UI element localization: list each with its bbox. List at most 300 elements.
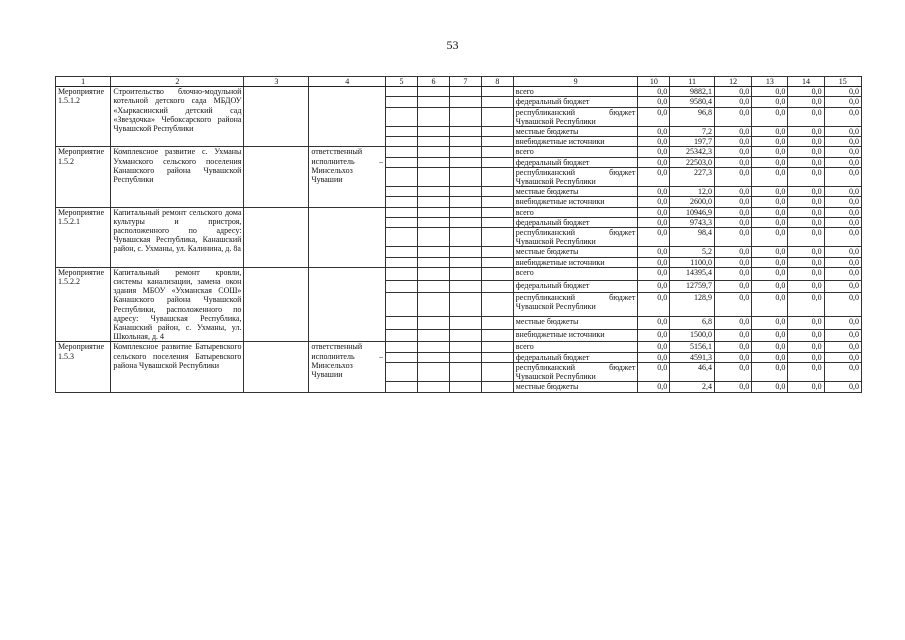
empty-cell <box>417 107 449 126</box>
amount-cell: 0,0 <box>824 127 861 137</box>
empty-cell <box>386 228 418 247</box>
amount-cell: 0,0 <box>824 329 861 342</box>
amount-cell: 0,0 <box>638 257 670 267</box>
empty-cell <box>386 293 418 317</box>
amount-cell: 0,0 <box>824 382 861 392</box>
event-executor: ответственный исполнитель – Минсельхоз Чувашии <box>309 342 386 392</box>
empty-cell <box>449 187 481 197</box>
funding-source: республиканский бюджет Чувашской Республики <box>513 293 638 317</box>
empty-cell <box>481 127 513 137</box>
funding-source: федеральный бюджет <box>513 280 638 293</box>
empty-cell <box>481 137 513 147</box>
amount-cell: 5156,1 <box>670 342 715 352</box>
amount-cell: 1500,0 <box>670 329 715 342</box>
amount-cell: 2600,0 <box>670 197 715 207</box>
amount-cell: 0,0 <box>824 247 861 257</box>
amount-cell: 0,0 <box>752 228 788 247</box>
funding-source: всего <box>513 342 638 352</box>
amount-cell: 0,0 <box>824 107 861 126</box>
empty-cell <box>386 217 418 227</box>
empty-cell <box>481 257 513 267</box>
column-number: 10 <box>638 77 670 87</box>
empty-cell <box>417 342 449 352</box>
funding-source: всего <box>513 87 638 97</box>
empty-cell <box>417 329 449 342</box>
event-name: Капитальный ремонт сельского дома культуры и пристроя, расположенного по адресу: Чувашская Республика, Канашский район, с. Ухманы, ул. Калинина, д. 8а <box>111 207 244 267</box>
empty-cell <box>449 207 481 217</box>
empty-cell <box>481 97 513 107</box>
funding-source: всего <box>513 147 638 157</box>
funding-source: федеральный бюджет <box>513 352 638 362</box>
event-col-3 <box>244 342 309 392</box>
amount-cell: 0,0 <box>638 293 670 317</box>
amount-cell: 0,0 <box>788 87 824 97</box>
column-number: 6 <box>417 77 449 87</box>
amount-cell: 0,0 <box>752 362 788 381</box>
amount-cell: 10946,9 <box>670 207 715 217</box>
amount-cell: 0,0 <box>752 329 788 342</box>
amount-cell: 0,0 <box>788 187 824 197</box>
empty-cell <box>417 207 449 217</box>
amount-cell: 0,0 <box>788 107 824 126</box>
empty-cell <box>449 167 481 186</box>
empty-cell <box>481 217 513 227</box>
amount-cell: 0,0 <box>714 342 751 352</box>
amount-cell: 0,0 <box>788 293 824 317</box>
column-number: 14 <box>788 77 824 87</box>
amount-cell: 0,0 <box>638 187 670 197</box>
empty-cell <box>386 352 418 362</box>
table-row <box>56 207 862 217</box>
amount-cell: 98,4 <box>670 228 715 247</box>
empty-cell <box>481 167 513 186</box>
amount-cell: 0,0 <box>752 207 788 217</box>
empty-cell <box>386 157 418 167</box>
funding-source: всего <box>513 267 638 280</box>
amount-cell: 46,4 <box>670 362 715 381</box>
event-executor: ответственный исполнитель – Минсельхоз Чувашии <box>309 147 386 207</box>
empty-cell <box>417 217 449 227</box>
event-id: Мероприятие 1.5.2.1 <box>56 207 111 267</box>
amount-cell: 0,0 <box>824 147 861 157</box>
empty-cell <box>449 342 481 352</box>
empty-cell <box>386 362 418 381</box>
amount-cell: 0,0 <box>788 127 824 137</box>
amount-cell: 5,2 <box>670 247 715 257</box>
amount-cell: 0,0 <box>788 207 824 217</box>
empty-cell <box>449 352 481 362</box>
funding-source: федеральный бюджет <box>513 217 638 227</box>
empty-cell <box>449 382 481 392</box>
amount-cell: 0,0 <box>714 207 751 217</box>
event-executor <box>309 207 386 267</box>
empty-cell <box>417 317 449 330</box>
amount-cell: 0,0 <box>714 257 751 267</box>
event-col-3 <box>244 267 309 342</box>
amount-cell: 0,0 <box>638 228 670 247</box>
amount-cell: 12,0 <box>670 187 715 197</box>
amount-cell: 0,0 <box>788 147 824 157</box>
amount-cell: 0,0 <box>752 147 788 157</box>
amount-cell: 0,0 <box>752 257 788 267</box>
amount-cell: 197,7 <box>670 137 715 147</box>
amount-cell: 0,0 <box>752 247 788 257</box>
event-name: Комплексное развитие Батыревского сельского поселения Батыревского района Чувашской Республики <box>111 342 244 392</box>
amount-cell: 0,0 <box>752 87 788 97</box>
empty-cell <box>449 157 481 167</box>
funding-source: республиканский бюджет Чувашской Республики <box>513 362 638 381</box>
amount-cell: 0,0 <box>638 107 670 126</box>
amount-cell: 0,0 <box>788 329 824 342</box>
empty-cell <box>417 280 449 293</box>
empty-cell <box>386 137 418 147</box>
empty-cell <box>481 280 513 293</box>
empty-cell <box>386 267 418 280</box>
empty-cell <box>386 247 418 257</box>
amount-cell: 0,0 <box>752 187 788 197</box>
amount-cell: 0,0 <box>752 317 788 330</box>
empty-cell <box>481 207 513 217</box>
empty-cell <box>386 382 418 392</box>
amount-cell: 0,0 <box>788 257 824 267</box>
column-number: 1 <box>56 77 111 87</box>
amount-cell: 0,0 <box>788 167 824 186</box>
empty-cell <box>449 329 481 342</box>
amount-cell: 0,0 <box>638 267 670 280</box>
amount-cell: 0,0 <box>714 228 751 247</box>
empty-cell <box>417 247 449 257</box>
amount-cell: 0,0 <box>714 293 751 317</box>
amount-cell: 0,0 <box>714 382 751 392</box>
amount-cell: 0,0 <box>752 137 788 147</box>
empty-cell <box>417 157 449 167</box>
amount-cell: 2,4 <box>670 382 715 392</box>
funding-source: местные бюджеты <box>513 187 638 197</box>
amount-cell: 0,0 <box>824 217 861 227</box>
budget-table <box>55 76 862 393</box>
empty-cell <box>386 342 418 352</box>
empty-cell <box>417 127 449 137</box>
column-number: 8 <box>481 77 513 87</box>
amount-cell: 0,0 <box>638 167 670 186</box>
empty-cell <box>417 167 449 186</box>
empty-cell <box>417 382 449 392</box>
empty-cell <box>481 267 513 280</box>
amount-cell: 227,3 <box>670 167 715 186</box>
event-col-3 <box>244 87 309 147</box>
amount-cell: 0,0 <box>824 167 861 186</box>
funding-source: республиканский бюджет Чувашской Республики <box>513 167 638 186</box>
empty-cell <box>449 257 481 267</box>
amount-cell: 0,0 <box>788 267 824 280</box>
amount-cell: 6,8 <box>670 317 715 330</box>
funding-source: местные бюджеты <box>513 247 638 257</box>
empty-cell <box>417 97 449 107</box>
empty-cell <box>481 329 513 342</box>
amount-cell: 0,0 <box>824 280 861 293</box>
funding-source: федеральный бюджет <box>513 97 638 107</box>
funding-source: местные бюджеты <box>513 382 638 392</box>
empty-cell <box>449 197 481 207</box>
amount-cell: 0,0 <box>638 382 670 392</box>
empty-cell <box>386 280 418 293</box>
event-executor <box>309 267 386 342</box>
empty-cell <box>386 187 418 197</box>
event-col-3 <box>244 207 309 267</box>
amount-cell: 0,0 <box>638 362 670 381</box>
amount-cell: 22503,0 <box>670 157 715 167</box>
amount-cell: 7,2 <box>670 127 715 137</box>
empty-cell <box>481 87 513 97</box>
empty-cell <box>386 317 418 330</box>
amount-cell: 0,0 <box>714 147 751 157</box>
amount-cell: 0,0 <box>824 137 861 147</box>
amount-cell: 0,0 <box>824 293 861 317</box>
event-name: Строительство блочно-модульной котельной детского сада МБДОУ «Хыркасинский детский сад «Звездочка» Чебоксарского района Чувашской Республики <box>111 87 244 147</box>
amount-cell: 96,8 <box>670 107 715 126</box>
amount-cell: 0,0 <box>752 382 788 392</box>
amount-cell: 0,0 <box>752 97 788 107</box>
empty-cell <box>417 228 449 247</box>
empty-cell <box>481 362 513 381</box>
amount-cell: 0,0 <box>824 317 861 330</box>
table-body <box>56 77 862 393</box>
amount-cell: 0,0 <box>714 362 751 381</box>
amount-cell: 0,0 <box>638 147 670 157</box>
funding-source: республиканский бюджет Чувашской Республики <box>513 107 638 126</box>
amount-cell: 0,0 <box>638 329 670 342</box>
empty-cell <box>449 228 481 247</box>
empty-cell <box>481 187 513 197</box>
amount-cell: 0,0 <box>788 137 824 147</box>
amount-cell: 0,0 <box>638 207 670 217</box>
funding-source: республиканский бюджет Чувашской Республики <box>513 228 638 247</box>
funding-source: внебюджетные источники <box>513 197 638 207</box>
amount-cell: 0,0 <box>714 317 751 330</box>
event-id: Мероприятие 1.5.3 <box>56 342 111 392</box>
empty-cell <box>386 329 418 342</box>
amount-cell: 12759,7 <box>670 280 715 293</box>
column-number: 12 <box>714 77 751 87</box>
empty-cell <box>386 97 418 107</box>
amount-cell: 0,0 <box>752 217 788 227</box>
empty-cell <box>449 362 481 381</box>
amount-cell: 0,0 <box>824 257 861 267</box>
amount-cell: 0,0 <box>638 137 670 147</box>
amount-cell: 0,0 <box>752 167 788 186</box>
amount-cell: 0,0 <box>824 157 861 167</box>
amount-cell: 0,0 <box>824 228 861 247</box>
amount-cell: 0,0 <box>752 197 788 207</box>
empty-cell <box>417 187 449 197</box>
column-number: 4 <box>309 77 386 87</box>
funding-source: местные бюджеты <box>513 127 638 137</box>
column-number: 2 <box>111 77 244 87</box>
table-row <box>56 342 862 352</box>
amount-cell: 0,0 <box>714 352 751 362</box>
empty-cell <box>449 137 481 147</box>
amount-cell: 0,0 <box>638 127 670 137</box>
amount-cell: 0,0 <box>824 87 861 97</box>
amount-cell: 0,0 <box>638 87 670 97</box>
amount-cell: 0,0 <box>788 362 824 381</box>
amount-cell: 0,0 <box>638 157 670 167</box>
funding-source: внебюджетные источники <box>513 257 638 267</box>
column-number: 3 <box>244 77 309 87</box>
amount-cell: 0,0 <box>788 197 824 207</box>
amount-cell: 0,0 <box>714 127 751 137</box>
amount-cell: 0,0 <box>824 207 861 217</box>
column-number: 5 <box>386 77 418 87</box>
column-number: 13 <box>752 77 788 87</box>
amount-cell: 0,0 <box>714 167 751 186</box>
empty-cell <box>449 97 481 107</box>
amount-cell: 0,0 <box>714 247 751 257</box>
empty-cell <box>481 317 513 330</box>
empty-cell <box>386 207 418 217</box>
funding-source: всего <box>513 207 638 217</box>
empty-cell <box>417 87 449 97</box>
amount-cell: 0,0 <box>714 197 751 207</box>
empty-cell <box>449 280 481 293</box>
event-id: Мероприятие 1.5.2.2 <box>56 267 111 342</box>
empty-cell <box>386 167 418 186</box>
amount-cell: 0,0 <box>638 247 670 257</box>
amount-cell: 0,0 <box>824 197 861 207</box>
empty-cell <box>449 247 481 257</box>
amount-cell: 0,0 <box>824 187 861 197</box>
empty-cell <box>449 293 481 317</box>
amount-cell: 0,0 <box>824 267 861 280</box>
amount-cell: 0,0 <box>714 280 751 293</box>
amount-cell: 0,0 <box>788 317 824 330</box>
amount-cell: 9743,3 <box>670 217 715 227</box>
event-col-3 <box>244 147 309 207</box>
amount-cell: 0,0 <box>788 97 824 107</box>
amount-cell: 0,0 <box>638 217 670 227</box>
empty-cell <box>386 257 418 267</box>
amount-cell: 0,0 <box>638 352 670 362</box>
amount-cell: 0,0 <box>788 157 824 167</box>
empty-cell <box>481 293 513 317</box>
amount-cell: 0,0 <box>788 247 824 257</box>
amount-cell: 0,0 <box>788 228 824 247</box>
empty-cell <box>481 157 513 167</box>
amount-cell: 0,0 <box>638 317 670 330</box>
empty-cell <box>481 107 513 126</box>
empty-cell <box>386 197 418 207</box>
amount-cell: 0,0 <box>752 267 788 280</box>
funding-source: внебюджетные источники <box>513 137 638 147</box>
event-id: Мероприятие 1.5.1.2 <box>56 87 111 147</box>
empty-cell <box>481 228 513 247</box>
empty-cell <box>481 247 513 257</box>
empty-cell <box>449 87 481 97</box>
empty-cell <box>481 197 513 207</box>
empty-cell <box>386 147 418 157</box>
amount-cell: 0,0 <box>788 217 824 227</box>
empty-cell <box>417 267 449 280</box>
event-executor <box>309 87 386 147</box>
empty-cell <box>481 352 513 362</box>
event-name: Комплексное развитие с. Ухманы Ухманского сельского поселения Канашского района Чувашской Республики <box>111 147 244 207</box>
amount-cell: 25342,3 <box>670 147 715 157</box>
amount-cell: 0,0 <box>752 157 788 167</box>
empty-cell <box>449 317 481 330</box>
amount-cell: 0,0 <box>788 352 824 362</box>
column-number: 15 <box>824 77 861 87</box>
empty-cell <box>481 342 513 352</box>
amount-cell: 1100,0 <box>670 257 715 267</box>
amount-cell: 4591,3 <box>670 352 715 362</box>
column-number: 9 <box>513 77 638 87</box>
amount-cell: 0,0 <box>714 217 751 227</box>
amount-cell: 0,0 <box>714 267 751 280</box>
empty-cell <box>386 87 418 97</box>
amount-cell: 0,0 <box>788 382 824 392</box>
empty-cell <box>386 107 418 126</box>
event-name: Капитальный ремонт кровли, системы канализации, замена окон здания МБОУ «Ухманская СОШ» Канашского района Чувашской Республики, расположенного по адресу: Чувашская Республика, Канашский район, с. Ухманы, ул. Школьная, д. 4 <box>111 267 244 342</box>
empty-cell <box>481 382 513 392</box>
header-row <box>56 77 862 87</box>
table-row <box>56 87 862 97</box>
funding-source: федеральный бюджет <box>513 157 638 167</box>
amount-cell: 0,0 <box>714 97 751 107</box>
amount-cell: 0,0 <box>752 280 788 293</box>
table-row <box>56 147 862 157</box>
amount-cell: 0,0 <box>638 280 670 293</box>
amount-cell: 0,0 <box>714 187 751 197</box>
empty-cell <box>417 293 449 317</box>
table-row <box>56 267 862 280</box>
empty-cell <box>386 127 418 137</box>
amount-cell: 0,0 <box>714 137 751 147</box>
amount-cell: 128,9 <box>670 293 715 317</box>
amount-cell: 0,0 <box>714 329 751 342</box>
amount-cell: 0,0 <box>824 97 861 107</box>
column-number: 11 <box>670 77 715 87</box>
empty-cell <box>449 127 481 137</box>
event-id: Мероприятие 1.5.2 <box>56 147 111 207</box>
empty-cell <box>449 267 481 280</box>
amount-cell: 9882,1 <box>670 87 715 97</box>
amount-cell: 0,0 <box>824 342 861 352</box>
amount-cell: 0,0 <box>638 197 670 207</box>
amount-cell: 0,0 <box>638 342 670 352</box>
amount-cell: 0,0 <box>788 280 824 293</box>
empty-cell <box>449 107 481 126</box>
empty-cell <box>417 257 449 267</box>
amount-cell: 0,0 <box>752 127 788 137</box>
empty-cell <box>449 147 481 157</box>
amount-cell: 0,0 <box>714 157 751 167</box>
amount-cell: 0,0 <box>714 107 751 126</box>
empty-cell <box>449 217 481 227</box>
amount-cell: 0,0 <box>714 87 751 97</box>
empty-cell <box>417 362 449 381</box>
amount-cell: 0,0 <box>752 342 788 352</box>
amount-cell: 0,0 <box>752 352 788 362</box>
empty-cell <box>417 147 449 157</box>
funding-source: внебюджетные источники <box>513 329 638 342</box>
funding-source: местные бюджеты <box>513 317 638 330</box>
amount-cell: 0,0 <box>824 362 861 381</box>
amount-cell: 14395,4 <box>670 267 715 280</box>
column-number: 7 <box>449 77 481 87</box>
amount-cell: 0,0 <box>638 97 670 107</box>
amount-cell: 0,0 <box>752 293 788 317</box>
empty-cell <box>417 197 449 207</box>
